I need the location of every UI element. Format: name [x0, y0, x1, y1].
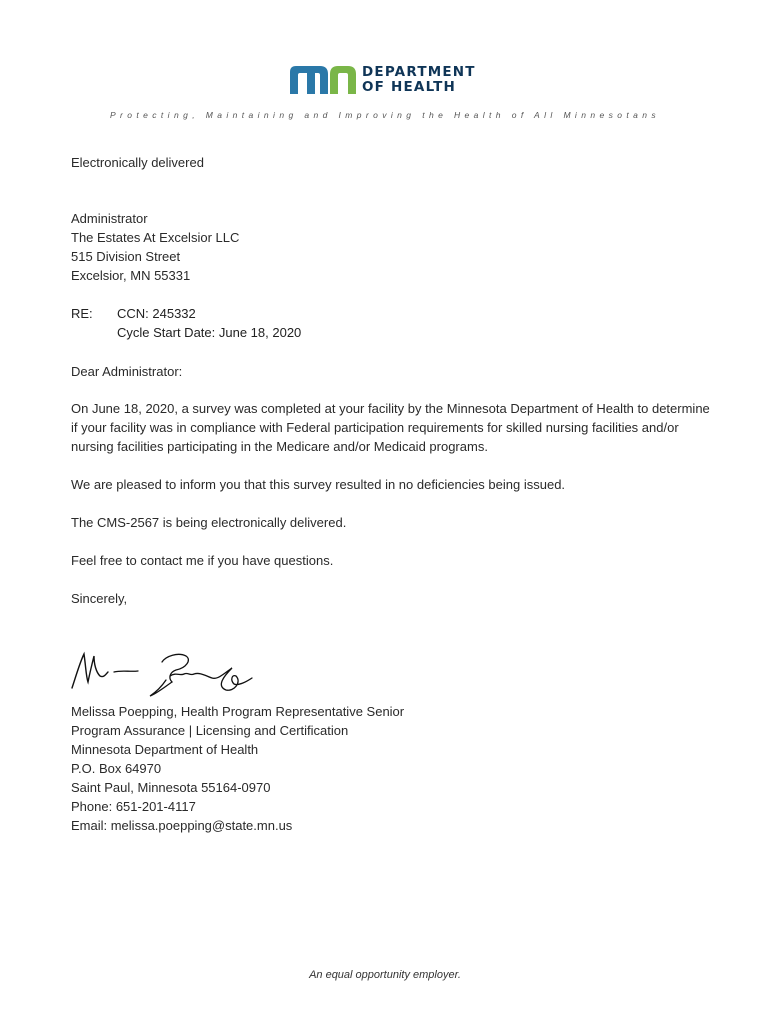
signature-image [66, 642, 266, 702]
body-paragraph: On June 18, 2020, a survey was completed at your facility by the Minnesota Department of Health to determine if your facility was in compliance with Federal participation requirements for skilled nursing facilities and/or nursing facilities participating in the Medicare and/or Medicaid programs. [71, 401, 710, 454]
mn-logo-icon [290, 62, 358, 94]
closing: Sincerely, [71, 591, 128, 606]
tagline: Protecting, Maintaining and Improving the Health of All Minnesotans [109, 110, 661, 120]
logo-line-1: DEPARTMENT [362, 64, 476, 80]
signer-block [71, 702, 404, 835]
logo-wordmark [362, 65, 476, 95]
ccn-number: CCN: 245332 [117, 306, 196, 321]
re-label: RE: [71, 306, 93, 321]
signer-line: P.O. Box 64970 [71, 761, 162, 776]
recipient-line: The Estates At Excelsior LLC [71, 230, 240, 245]
delivery-note: Electronically delivered [71, 155, 204, 170]
cycle-start-date: Cycle Start Date: June 18, 2020 [117, 325, 302, 340]
recipient-line: 515 Division Street [71, 249, 181, 264]
recipient-address [71, 209, 239, 285]
body-paragraph: We are pleased to inform you that this survey resulted in no deficiencies being issued. [71, 477, 566, 492]
signer-line: Phone: 651-201-4117 [71, 799, 196, 814]
signer-line: Minnesota Department of Health [71, 742, 259, 757]
body-paragraph: Feel free to contact me if you have questions. [71, 553, 334, 568]
signer-email: Email: melissa.poepping@state.mn.us [71, 818, 293, 833]
signer-line: Saint Paul, Minnesota 55164-0970 [71, 780, 271, 795]
signer-line: Melissa Poepping, Health Program Representative Senior [71, 704, 405, 719]
signer-line: Program Assurance | Licensing and Certification [71, 723, 349, 738]
logo-line-2: OF HEALTH [362, 79, 457, 95]
recipient-line: Excelsior, MN 55331 [71, 268, 191, 283]
mdh-logo [290, 62, 490, 102]
footer-note: An equal opportunity employer. [309, 969, 461, 981]
re-details [117, 304, 301, 342]
salutation: Dear Administrator: [71, 364, 183, 379]
recipient-line: Administrator [71, 211, 148, 226]
body-paragraph: The CMS-2567 is being electronically delivered. [71, 515, 347, 530]
